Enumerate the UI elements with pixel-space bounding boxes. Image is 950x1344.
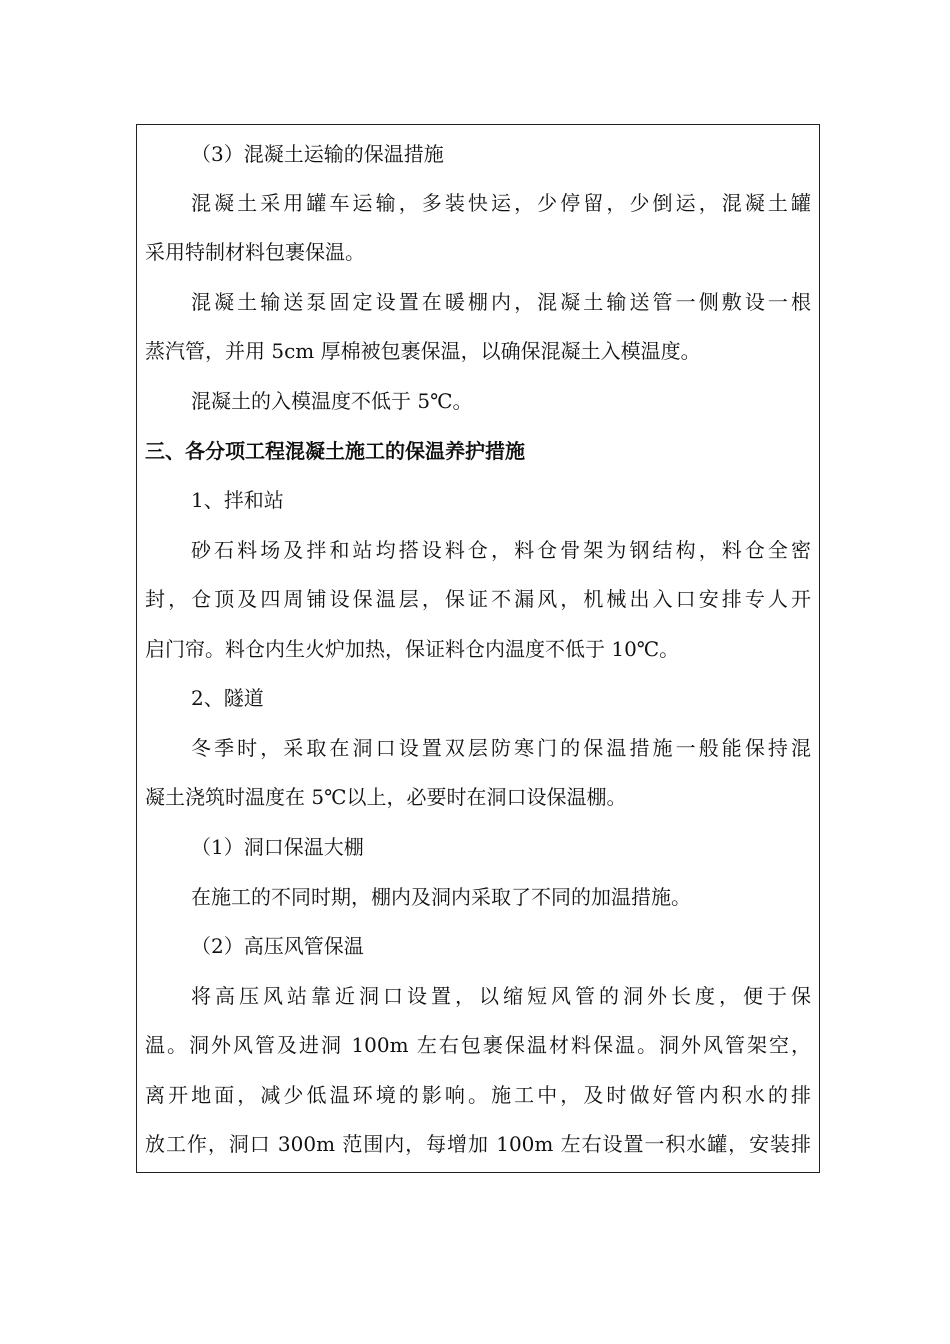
paragraph-line: 离开地面，减少低温环境的影响。施工中，及时做好管内积水的排 (145, 1083, 811, 1107)
document-frame (136, 124, 820, 1173)
paragraph-line: 将高压风站靠近洞口设置，以缩短风管的洞外长度，便于保 (191, 984, 811, 1008)
paragraph-line: 冬季时，采取在洞口设置双层防寒门的保温措施一般能保持混 (191, 736, 811, 760)
paragraph-line: 启门帘。料仓内生火炉加热，保证料仓内温度不低于 10℃。 (145, 637, 680, 661)
paragraph-line: 采用特制材料包裹保温。 (145, 240, 365, 264)
paragraph-line: 放工作，洞口 300m 范围内，每增加 100m 左右设置一积水罐，安装排 (145, 1132, 811, 1156)
subheading-air-duct: （2）高压风管保温 (191, 934, 364, 958)
paragraph-line: 砂石料场及拌和站均搭设料仓，料仓骨架为钢结构，料仓全密 (191, 538, 811, 562)
paragraph-line: 在施工的不同时期，棚内及洞内采取了不同的加温措施。 (191, 885, 691, 909)
subheading-tunnel: 2、隧道 (191, 686, 264, 710)
paragraph-line: 温。洞外风管及进洞 100m 左右包裹保温材料保温。洞外风管架空， (145, 1033, 811, 1057)
paragraph-line: 蒸汽管，并用 5cm 厚棉被包裹保温，以确保混凝土入模温度。 (145, 339, 701, 363)
section-heading: 三、各分项工程混凝土施工的保温养护措施 (145, 439, 525, 463)
paragraph-line: 混凝土输送泵固定设置在暖棚内，混凝土输送管一侧敷设一根 (191, 290, 811, 314)
subheading-mixing-station: 1、拌和站 (191, 488, 284, 512)
paragraph-line: 凝土浇筑时温度在 5℃以上，必要时在洞口设保温棚。 (145, 785, 627, 809)
subheading-concrete-transport: （3）混凝土运输的保温措施 (191, 142, 444, 166)
paragraph-line: 混凝土采用罐车运输，多装快运，少停留，少倒运，混凝土罐 (191, 191, 811, 215)
subheading-portal-shed: （1）洞口保温大棚 (191, 835, 364, 859)
paragraph-line: 混凝土的入模温度不低于 5℃。 (191, 389, 473, 413)
paragraph-line: 封，仓顶及四周铺设保温层，保证不漏风，机械出入口安排专人开 (145, 587, 811, 611)
